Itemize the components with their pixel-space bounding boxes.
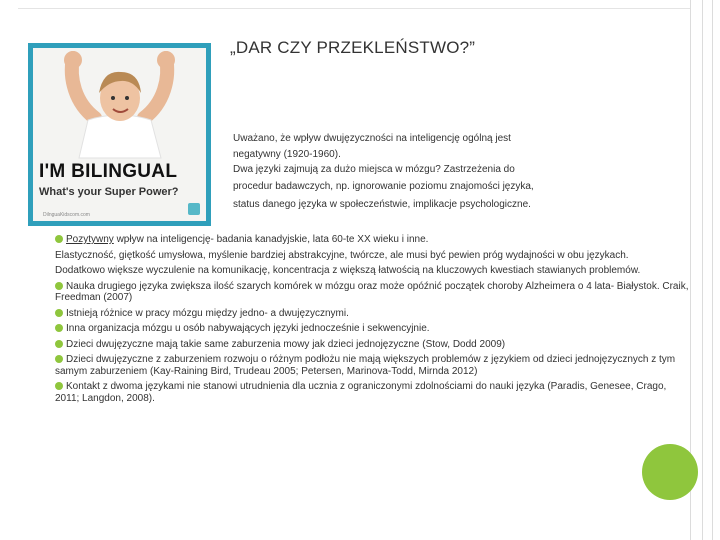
paragraph	[55, 250, 690, 262]
intro-line: negatywny (1920-1960).	[233, 148, 341, 160]
frame-line	[702, 0, 703, 540]
image-headline: I'M BILINGUAL	[39, 161, 178, 182]
paragraph-text: Kontakt z dwoma językami nie stanowi utrudnienia dla ucznia z ograniczonymi zdolnościami do nauki języka (Paradis, Genesee, Crago, 2011; Langdon, 2008).	[55, 381, 667, 404]
paragraph	[55, 339, 690, 351]
intro-line: status danego języka w społeczeństwie, implikacje psychologiczne.	[233, 198, 531, 210]
paragraph	[55, 381, 690, 404]
decorative-circle	[642, 444, 698, 500]
paragraph	[55, 234, 690, 246]
paragraph-text: Nauka drugiego języka zwiększa ilość szarych komórek w mózgu oraz może opóźnić początek choroby Alzheimera o 4 lata- Białystok. Craik, Freedman (2007)	[55, 280, 689, 303]
frame-line	[712, 0, 713, 540]
logo-icon	[188, 203, 200, 215]
paragraph-lead: Pozytywny	[66, 234, 114, 245]
paragraph	[55, 281, 690, 304]
bullet-icon	[55, 340, 63, 348]
paragraph-text: Istnieją różnice w pracy mózgu między jedno- a dwujęzycznymi.	[66, 307, 349, 319]
paragraph-text: Inna organizacja mózgu u osób nabywających języki jednocześnie i sekwencyjnie.	[66, 323, 430, 334]
bullet-icon	[55, 309, 63, 317]
paragraph	[55, 354, 690, 377]
slide-title: „DAR CZY PRZEKLEŃSTWO?”	[230, 38, 476, 57]
paragraph	[55, 308, 690, 320]
image-credit: DilnguaKidscom.com	[43, 212, 90, 218]
bullet-icon	[55, 324, 63, 332]
frame-top-line	[18, 8, 690, 9]
body-text	[55, 234, 690, 408]
paragraph	[55, 323, 690, 335]
bilingual-image	[28, 43, 211, 226]
paragraph-text: Dzieci dwujęzyczne mają takie same zaburzenia mowy jak dzieci jednojęzyczne (Stow, Dodd 2009)	[66, 338, 506, 350]
intro-line: Dwa języki zajmują za dużo miejsca w mózgu? Zastrzeżenia do	[233, 163, 515, 175]
bullet-icon	[55, 382, 63, 390]
paragraph-text: Dodatkowo większe wyczulenie na komunikację, koncentracja z większą łatwością na kluczowych kwestiach stawianych problemów.	[55, 265, 641, 276]
paragraph-text: Dzieci dwujęzyczne z zaburzeniem rozwoju o różnym podłożu nie mają większych problemów z językiem od dzieci jednojęzycznych z tym samym zaburzeniem (Kay-Raining Bird, Trudeau 2005; Petersen, Marinova-Todd, Mirnda 2012)	[55, 354, 676, 377]
paragraph-text: Elastyczność, giętkość umysłowa, myślenie bardziej abstrakcyjne, twórcze, ale musi być pewien próg wydajności w obu językach.	[55, 249, 629, 261]
intro-line: procedur badawczych, np. ignorowanie poziomu znajomości języka,	[233, 181, 534, 192]
intro-text	[233, 130, 633, 213]
intro-line: Uważano, że wpływ dwujęzyczności na inteligencję ogólną jest	[233, 133, 511, 144]
image-subline: What's your Super Power?	[39, 186, 179, 198]
paragraph	[55, 265, 690, 277]
paragraph-text: wpływ na inteligencję- badania kanadyjskie, lata 60-te XX wieku i inne.	[113, 234, 429, 245]
bullet-icon	[55, 282, 63, 290]
bullet-icon	[55, 235, 63, 243]
bullet-icon	[55, 355, 63, 363]
